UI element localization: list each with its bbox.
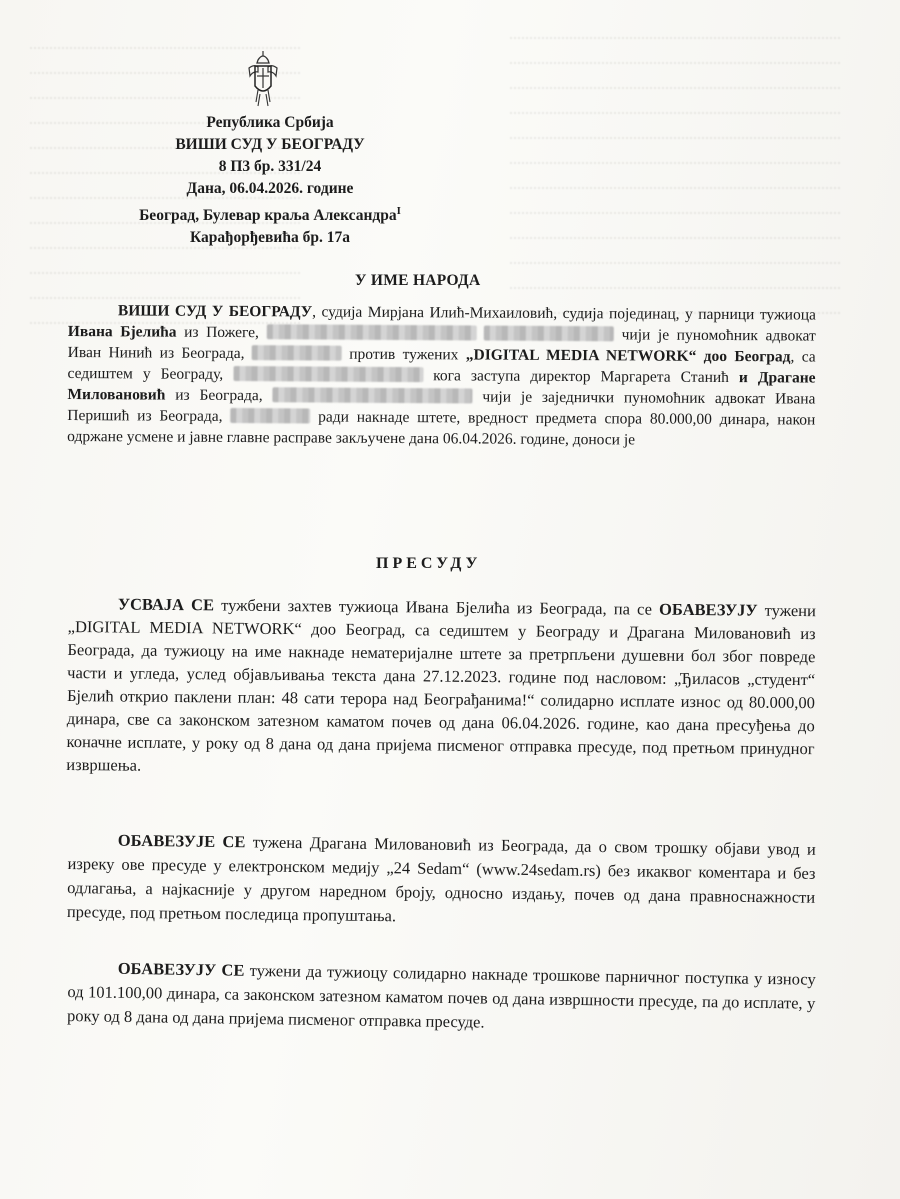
verdict-paragraph-2: ОБАВЕЗУЈЕ СЕ тужена Драгана Миловановић из Београда, да о свом трошку објави увод и изреку ове пресуде у електронском медију „24 Sedam“ (www.24sedam.rs) без икаквог коментара и без одлагања, а најкасније у другом наредном броју, односно издању, почев од дана правноснажности пресуде, под претњом последица пропуштања.: [66, 830, 816, 926]
verdict-heading: ПРЕСУДУ: [376, 555, 482, 572]
in-name-of-people-heading: У ИМЕ НАРОДА: [355, 272, 481, 289]
header-address-street: Карађорђевића бр. 17а: [190, 229, 350, 247]
bleed-through-right: [510, 20, 840, 320]
header-country: Република Србија: [206, 114, 334, 131]
court-name: ВИШИ СУД У БЕОГРАДУ: [117, 302, 313, 321]
defendant-company: „DIGITAL MEDIA NETWORK“ доо Београд: [465, 346, 791, 366]
redacted-block: [484, 326, 614, 342]
verdict-paragraph-1: УСВАЈА СЕ тужбени захтев тужиоца Ивана Бјелића из Београда, па се ОБАВЕЗУЈУ тужени „DIGITAL MEDIA NETWORK“ доо Београд, са седиштем у Београду и Драгана Миловановић из Београда, да тужиоцу на име накнаде нематеријалне штете за претрпљени душевни бол због повреде части и угледа, услед објављивања текста дана 27.12.2023. године под насловом: „Ђиласов „студент“ Бјелић открио паклени план: 48 сати терора над Београђанима!“ солидарно исплате износ од 80.000,00 динара, све са законском затезном каматом почев од дана 06.04.2026. године, као дана пресуђења до коначне исплате, у року од 8 дана од дана пријема писменог отправка пресуде, под претњом принудног извршења.: [66, 594, 816, 775]
coat-of-arms-icon: [246, 50, 280, 108]
redacted-block: [233, 366, 423, 382]
defendant-person: Драгане Миловановић: [67, 369, 816, 404]
redacted-block: [252, 345, 342, 361]
court-header: [70, 112, 470, 249]
plaintiff-name: Ивана Бјелића: [67, 322, 177, 341]
verdict-paragraph-3: ОБАВЕЗУЈУ СЕ тужени да тужиоцу солидарно накнаде трошкове парничног поступка у износу од 101.100,00 динара, са законском затезном каматом почев од дана извршности пресуде, па до исплате, у року од 8 дана од дана пријема писменог отправка пресуде.: [66, 958, 816, 1032]
redacted-block: [266, 324, 476, 340]
header-date: Дана, 06.04.2026. године: [186, 180, 354, 197]
header-court-name: ВИШИ СУД У БЕОГРАДУ: [175, 136, 365, 153]
redacted-block: [230, 408, 310, 423]
header-address: Београд, Булевар краља Александра$^I$: [139, 205, 401, 225]
redacted-block: [272, 387, 472, 403]
intro-paragraph: ВИШИ СУД У БЕОГРАДУ, судија Мирјана Илић-Михаиловић, судија појединац, у парници тужиоца Ивана Бјелића из Пожеге, чији је пуномоћник адвокат Иван Нинић из Београда, против тужених „DIGITAL MEDIA NETWORK“ доо Београд, са седиштем у Београду, кога заступа директор Маргарета Станић и Драгане Миловановић из Београда, чији је заједнички пуномоћник адвокат Ивана Перишић из Београда, ради накнаде штете, вредност предмета спора 80.000,00 динара, након одржане усмене и јавне главне расправе закључене дана 06.04.2026. године, доноси је: [67, 302, 816, 449]
header-case-number: 8 П3 бр. 331/24: [218, 158, 322, 175]
